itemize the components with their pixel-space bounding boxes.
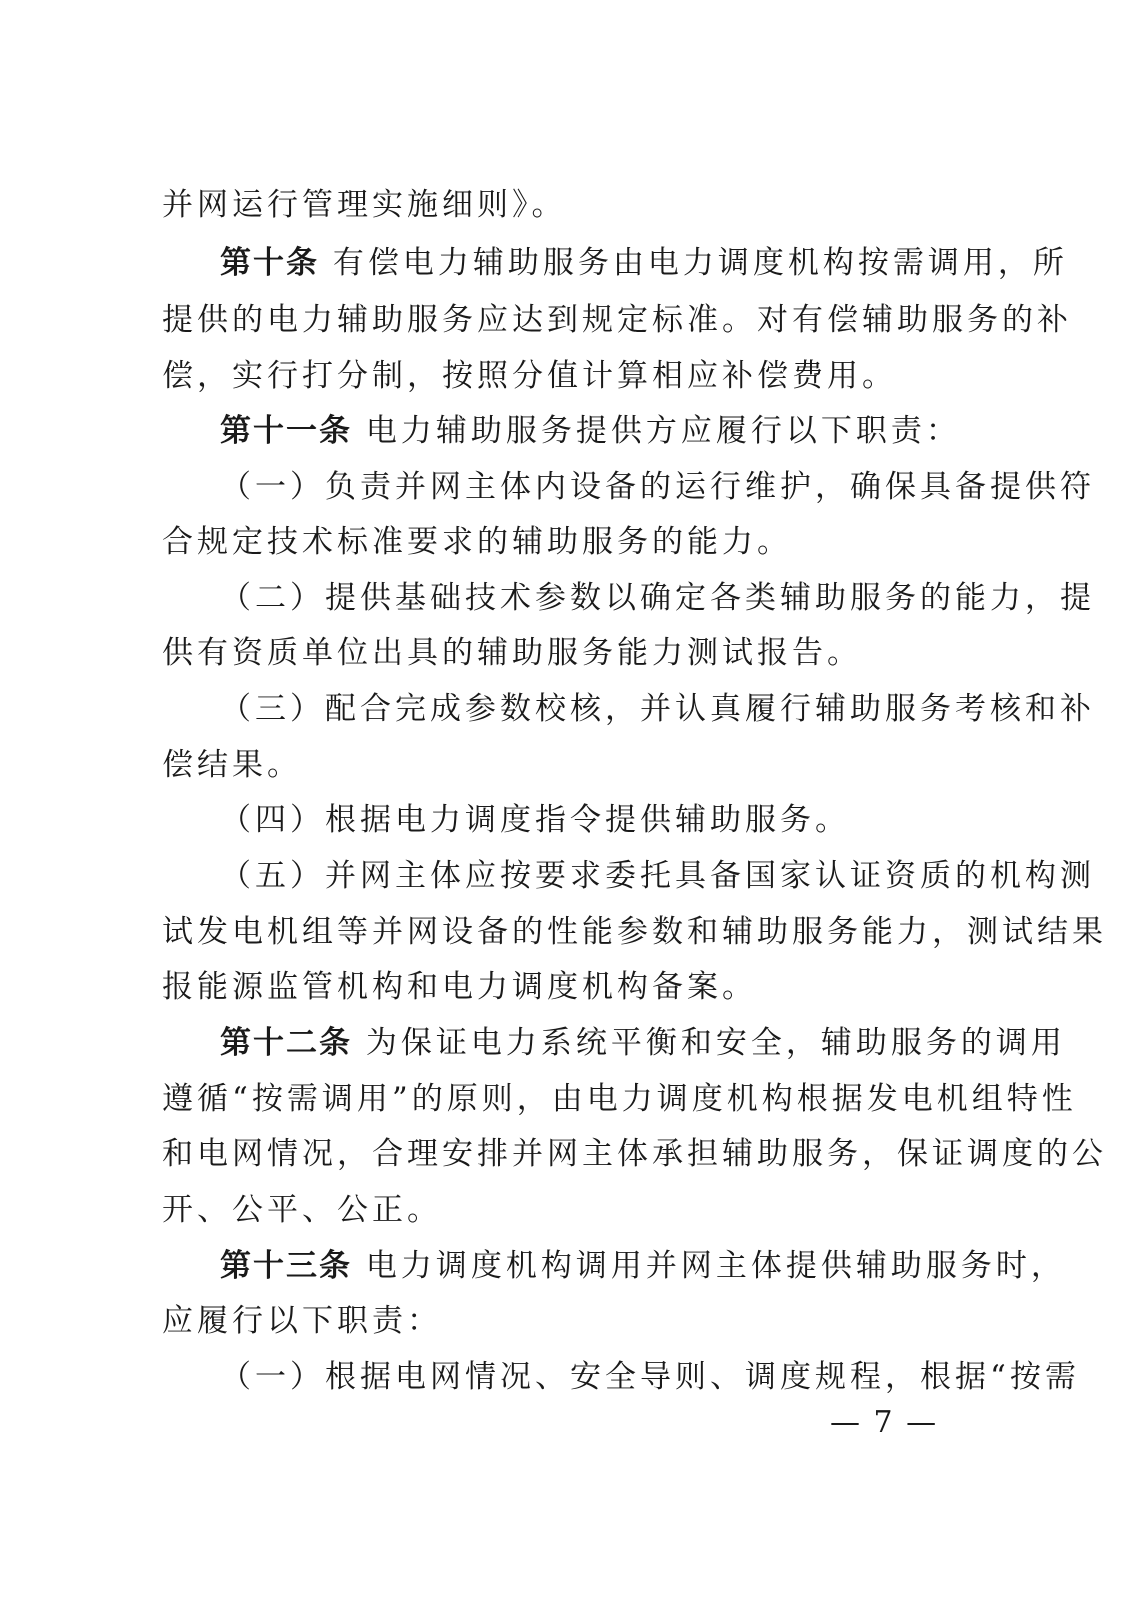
line-text: 为保证电力系统平衡和安全，辅助服务的调用 xyxy=(365,1025,1066,1061)
line-text: 开、公平、公正。 xyxy=(162,1192,442,1228)
line-text: （四）根据电力调度指令提供辅助服务。 xyxy=(220,802,850,838)
line-text: 试发电机组等并网设备的性能参数和辅助服务能力，测试结果 xyxy=(162,914,1107,950)
text-line xyxy=(162,1301,962,1341)
line-text: 并网运行管理实施细则》。 xyxy=(162,187,567,223)
text-line xyxy=(162,356,962,396)
line-text: 和电网情况，合理安排并网主体承担辅助服务，保证调度的公 xyxy=(162,1136,1107,1172)
text-line xyxy=(162,1190,962,1230)
text-line xyxy=(162,1134,1107,1174)
text-line xyxy=(162,912,1107,952)
article-heading-line xyxy=(220,243,1068,283)
text-line xyxy=(162,633,962,673)
line-text: 提供的电力辅助服务应达到规定标准。对有偿辅助服务的补 xyxy=(162,302,1072,338)
text-line xyxy=(162,185,962,225)
text-line xyxy=(162,522,962,562)
text-line xyxy=(162,300,1072,340)
line-text: （五）并网主体应按要求委托具备国家认证资质的机构测 xyxy=(220,858,1095,894)
text-line xyxy=(220,689,1095,729)
line-text: （一）根据电网情况、安全导则、调度规程，根据“按需 xyxy=(220,1359,1080,1395)
line-text: 遵循“按需调用”的原则，由电力调度机构根据发电机组特性 xyxy=(162,1081,1077,1117)
text-line xyxy=(220,856,1095,896)
line-text: （三）配合完成参数校核，并认真履行辅助服务考核和补 xyxy=(220,691,1095,727)
text-line xyxy=(220,578,1095,618)
article-number: 第十一条 xyxy=(220,413,352,449)
line-text: 电力调度机构调用并网主体提供辅助服务时， xyxy=(365,1248,1066,1284)
text-line xyxy=(220,1357,1080,1397)
article-number: 第十二条 xyxy=(220,1025,352,1061)
text-line xyxy=(162,967,962,1007)
article-heading-line xyxy=(220,411,1020,451)
article-number: 第十条 xyxy=(220,245,319,281)
article-heading-line xyxy=(220,1023,1066,1063)
article-heading-line xyxy=(220,1246,1066,1286)
line-text: 报能源监管机构和电力调度机构备案。 xyxy=(162,969,757,1005)
line-text: 应履行以下职责： xyxy=(162,1303,442,1339)
line-text: 供有资质单位出具的辅助服务能力测试报告。 xyxy=(162,635,862,671)
page-number: — 7 — xyxy=(830,1405,939,1440)
line-text: 偿，实行打分制，按照分值计算相应补偿费用。 xyxy=(162,358,897,394)
text-line xyxy=(162,1079,1077,1119)
text-line xyxy=(220,467,1095,507)
text-line xyxy=(162,745,962,785)
line-text: （一）负责并网主体内设备的运行维护，确保具备提供符 xyxy=(220,469,1095,505)
line-text: 有偿电力辅助服务由电力调度机构按需调用，所 xyxy=(332,245,1068,281)
article-number: 第十三条 xyxy=(220,1248,352,1284)
line-text: 偿结果。 xyxy=(162,747,302,783)
line-text: （二）提供基础技术参数以确定各类辅助服务的能力，提 xyxy=(220,580,1095,616)
line-text: 电力辅助服务提供方应履行以下职责： xyxy=(365,413,961,449)
line-text: 合规定技术标准要求的辅助服务的能力。 xyxy=(162,524,792,560)
text-line xyxy=(220,800,1020,840)
